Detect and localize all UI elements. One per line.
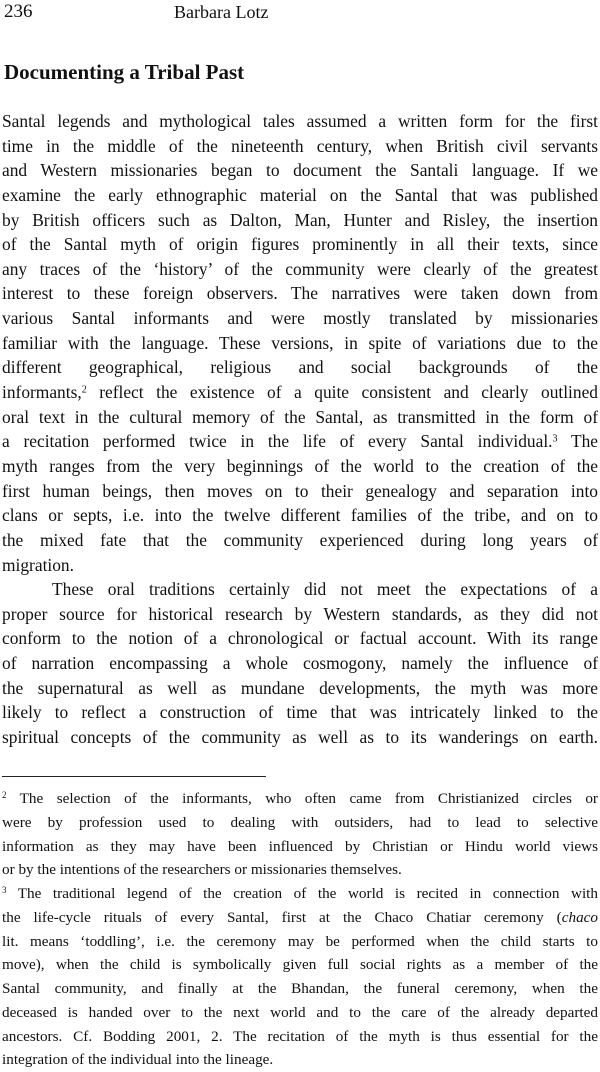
- footnote-line: [2, 906, 598, 930]
- paragraph-line: the supernatural as well as mundane developments, the myth was more: [2, 677, 598, 698]
- footnote-text: The selection of the informants, who often came from Christianized circles or: [6, 790, 598, 807]
- paragraph-line: different geographical, religious and social backgrounds of the: [2, 357, 598, 378]
- paragraph-line: migration.: [2, 554, 74, 575]
- paragraph-line: familiar with the language. These versions, in spite of variations due to the: [2, 332, 598, 353]
- footnote-line: ancestors. Cf. Bodding 2001, 2. The recitation of the myth is thus essential for the: [2, 1027, 598, 1045]
- page-number: 236: [4, 1, 33, 22]
- paragraph-line: interest to these foreign observers. The narratives were taken down from: [2, 283, 598, 304]
- footnote-line: integration of the individual into the lineage.: [2, 1051, 274, 1069]
- paragraph-line: and Western missionaries began to document the Santali language. If we: [2, 160, 598, 181]
- footnote-text: The traditional legend of the creation of the world is recited in connection with: [6, 885, 598, 902]
- line-text: reflect the existence of a quite consistent and clearly outlined: [86, 382, 598, 403]
- paragraph-line: conform to the notion of a chronological or factual account. With its range: [2, 628, 598, 649]
- footnote-line: Santal community, and finally at the Bhandan, the funeral ceremony, when the: [2, 980, 598, 997]
- paragraph-line: any traces of the ‘history’ of the community were clearly of the greatest: [2, 258, 598, 279]
- line-text: a recitation performed twice in the life of every Santal individual.: [2, 431, 553, 452]
- paragraph-line: likely to reflect a construction of time that was intricately linked to the: [2, 702, 598, 723]
- paragraph-line: examine the early ethnographic material on the Santal that was published: [2, 184, 598, 205]
- paragraph-line: clans or septs, i.e. into the twelve different families of the tribe, and on to: [2, 505, 598, 526]
- footnote-2: [2, 787, 598, 811]
- footnote-mark: 3: [2, 885, 7, 896]
- body-text: [2, 109, 598, 750]
- footnote-ref-2[interactable]: 2: [81, 384, 87, 396]
- page-header: [0, 0, 600, 26]
- footnotes: [2, 787, 598, 1072]
- paragraph-line: of narration encompassing a whole cosmogony, namely the influence of: [2, 653, 598, 674]
- paragraph-line: of the Santal myth of origin figures prominently in all their texts, since: [2, 234, 598, 255]
- footnote-line: deceased is handed over to the next world and to the care of the already departed: [2, 1003, 598, 1021]
- paragraph-line: the mixed fate that the community experienced during long years of: [2, 529, 598, 550]
- footnote-line: or by the intentions of the researchers or missionaries themselves.: [2, 861, 402, 879]
- paragraph-line: proper source for historical research by Western standards, as they did not: [2, 603, 598, 624]
- footnote-divider: [2, 776, 266, 777]
- line-text: informants,: [2, 382, 82, 403]
- paragraph-line: [2, 429, 598, 454]
- section-title: Documenting a Tribal Past: [4, 60, 245, 84]
- paragraph-line: Santal legends and mythological tales assumed a written form for the first: [2, 111, 598, 131]
- paragraph-line: time in the middle of the nineteenth century, when British civil servants: [2, 135, 598, 156]
- paragraph-line: These oral traditions certainly did not meet the expectations of a: [52, 579, 598, 600]
- footnote-line: lit. means ‘toddling’, i.e. the ceremony may be performed when the child starts to: [2, 932, 598, 950]
- footnote-line: move), when the child is symbolically given full social rights as a member of the: [2, 956, 598, 974]
- paragraph-line: various Santal informants and were mostly translated by missionaries: [2, 308, 598, 329]
- paragraph-line: oral text in the cultural memory of the Santal, as transmitted in the form of: [2, 406, 598, 427]
- footnote-line: information as they may have been influenced by Christian or Hindu world views: [2, 837, 598, 855]
- paragraph-line: first human beings, then moves on to their genealogy and separation into: [2, 480, 598, 501]
- running-head: Barbara Lotz: [174, 2, 269, 22]
- paragraph-line: [2, 380, 598, 405]
- footnote-line: were by profession used to dealing with outsiders, had to lead to selective: [2, 813, 598, 831]
- footnote-mark: 2: [2, 790, 7, 801]
- paragraph-line: myth ranges from the very beginnings of the world to the creation of the: [2, 455, 598, 476]
- footnote-italic-term: chaco: [561, 908, 598, 926]
- paragraph-line: by British officers such as Dalton, Man, Hunter and Risley, the insertion: [2, 209, 598, 230]
- footnote-text: the life-cycle rituals of every Santal, first at the Chaco Chatiar ceremony (: [2, 908, 562, 926]
- paragraph-line: spiritual concepts of the community as well as to its wanderings on earth.: [2, 727, 598, 748]
- footnote-3: [2, 882, 598, 906]
- footnote-ref-3[interactable]: 3: [552, 433, 558, 445]
- line-text: The: [557, 431, 598, 452]
